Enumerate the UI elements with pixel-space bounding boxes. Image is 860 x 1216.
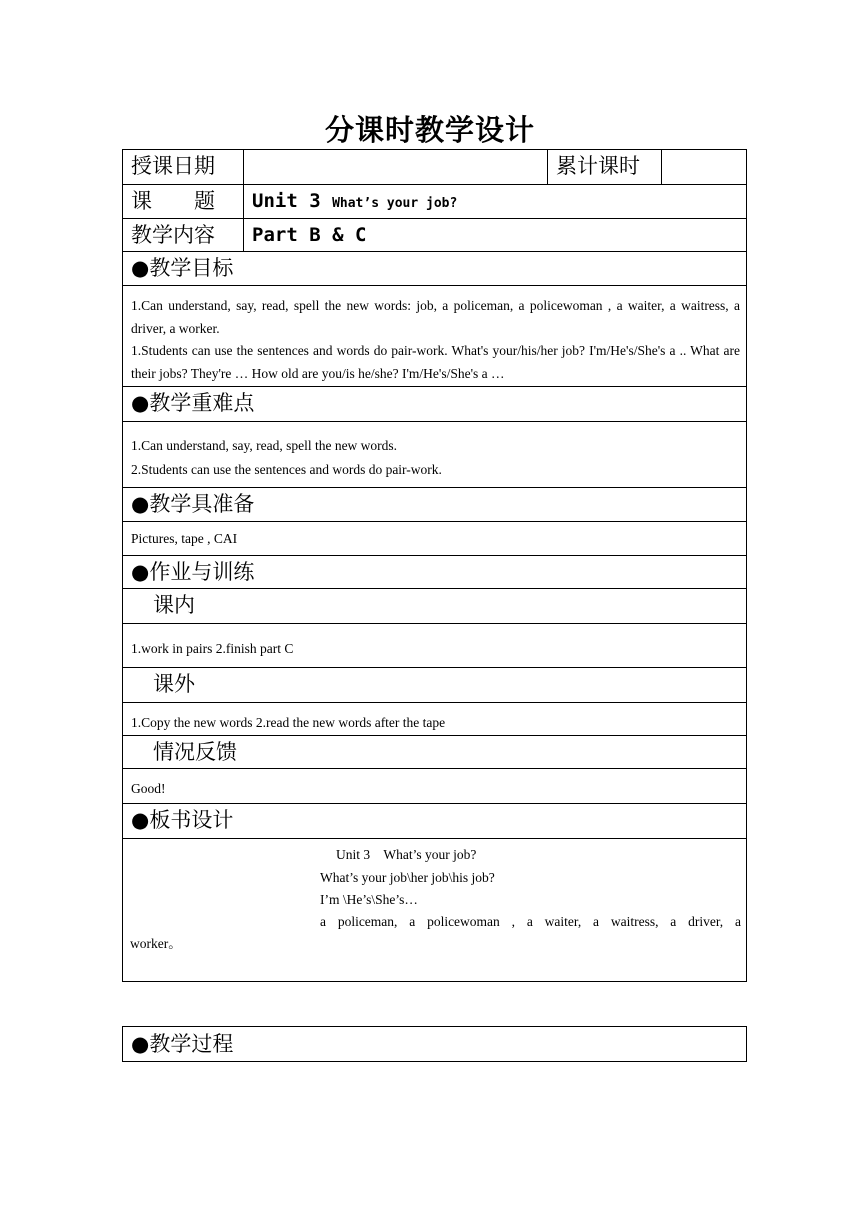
feedback-label: 情况反馈 (153, 740, 237, 764)
materials-heading-row (123, 487, 746, 521)
goals-text (123, 286, 746, 386)
goals-text-row (123, 285, 746, 386)
board-line-3: I’m \He’s\She’s… (320, 892, 418, 907)
process-heading: ●教学过程 (131, 1032, 234, 1056)
board-line-2: What’s your job\her job\his job? (320, 870, 495, 885)
key-point-line-1: 1.Can understand, say, read, spell the new words. (131, 438, 398, 453)
key-points-text-row (123, 421, 746, 487)
goals-heading-row (123, 251, 746, 285)
in-class-label-row (123, 588, 746, 623)
after-class-text: 1.Copy the new words 2.read the new words after the tape (131, 715, 446, 730)
key-points-heading-row (123, 386, 746, 421)
feedback-text: Good! (131, 781, 166, 796)
key-point-line-2: 2.Students can use the sentences and words do pair-work. (131, 462, 442, 477)
hours-label: 累计课时 (556, 154, 640, 178)
feedback-text-row (123, 768, 746, 803)
content-label: 教学内容 (131, 223, 215, 247)
page-title: 分课时教学设计 (324, 113, 535, 147)
after-class-text-row (123, 702, 746, 735)
date-row (123, 150, 746, 184)
materials-heading: ●教学具准备 (131, 492, 255, 516)
board-line-1: Unit 3 What’s your job? (336, 847, 477, 862)
after-class-label-row (123, 667, 746, 702)
goal-line-1: 1.Can understand, say, read, spell the new words: job, a policeman, a policewoman , a waiter, a waitress, a driver, a worker. (131, 298, 740, 336)
topic-question: What’s your job? (332, 196, 458, 211)
goals-heading: ●教学目标 (131, 256, 234, 280)
homework-heading: ●作业与训练 (131, 560, 255, 584)
homework-heading-row (123, 555, 746, 588)
key-points-heading: ●教学重难点 (131, 391, 255, 415)
content-row (123, 218, 746, 251)
key-points-text (123, 422, 746, 487)
topic-row (123, 184, 746, 218)
feedback-label-row (123, 735, 746, 768)
in-class-text-row (123, 623, 746, 667)
lesson-plan-table (122, 149, 747, 982)
goal-line-2: 1.Students can use the sentences and words do pair-work. What's your/his/her job? I'm/He's/She's a .. What are their jobs? They're … How old are you/is he/she? I'm/He's/She's a … (131, 343, 740, 381)
board-heading-row (123, 803, 746, 838)
topic-label: 课 题 (131, 189, 215, 213)
in-class-text: 1.work in pairs 2.finish part C (131, 641, 294, 656)
board-content-row (123, 838, 746, 981)
board-line-5: worker。 (130, 936, 182, 951)
materials-text: Pictures, tape , CAI (131, 531, 238, 546)
date-label: 授课日期 (131, 154, 215, 178)
content-value: Part B & C (252, 224, 367, 246)
topic-unit: Unit 3 (252, 190, 333, 212)
board-line-4: a policeman, a policewoman , a waiter, a waitress, a driver, a (320, 914, 741, 929)
hours-value[interactable] (662, 150, 746, 184)
in-class-label: 课内 (153, 593, 195, 617)
topic-value (244, 185, 744, 218)
after-class-label: 课外 (153, 672, 195, 696)
materials-text-row (123, 521, 746, 555)
board-heading: ●板书设计 (131, 808, 234, 832)
date-value[interactable] (244, 150, 547, 184)
process-table (122, 1026, 747, 1062)
